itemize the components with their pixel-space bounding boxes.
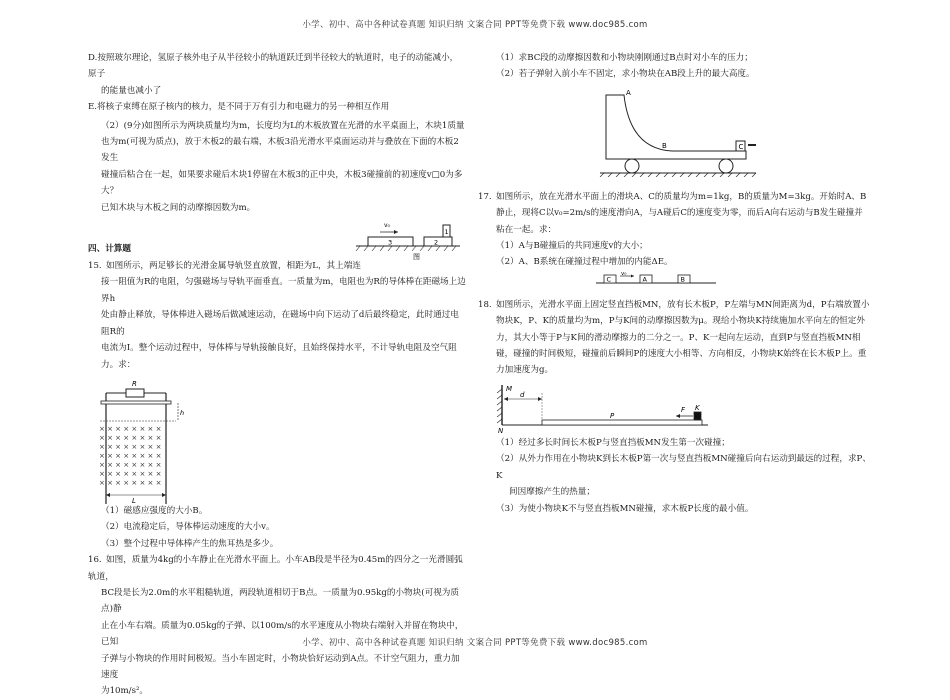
B-block-label: B xyxy=(680,275,685,284)
q18-line4: 碰，碰撞的时间极短，碰撞前后瞬间P的速度大小相等、方向相反，小物块K始终在长木板P上。重 xyxy=(496,349,867,360)
C-block-label: C xyxy=(606,275,612,284)
q17-text1: 如图所示，放在光滑水平面上的滑块A、C的质量均为m=1kg，B的质量为M=3kg。开始时A、B xyxy=(496,191,867,202)
svg-text:× × × × × × × ×: × × × × × × × × xyxy=(99,433,162,442)
L-label: L xyxy=(132,496,136,505)
figure-boards xyxy=(88,216,466,260)
option-d-line2: 的能量也减小了 xyxy=(101,85,162,96)
q18-sub2: （2）从外力作用在小物块K到长木板P第一次与竖直挡板MN碰撞后向右运动到最远的过程，求P、K xyxy=(496,454,871,481)
option-e: E.将核子束缚在原子核内的核力，是不同于万有引力和电磁力的另一种相互作用 xyxy=(88,102,390,113)
F-label: F xyxy=(681,405,686,414)
q18-line5: 力加速度为g。 xyxy=(496,365,554,376)
board-3-label: 3 xyxy=(388,238,393,247)
cart-diagram xyxy=(496,83,874,177)
svg-text:× × × × × × × ×: × × × × × × × × xyxy=(99,442,162,451)
svg-text:× × × × × × × ×: × × × × × × × × xyxy=(99,478,162,487)
q17-sub2: （2）A、B系统在碰撞过程中增加的内能ΔE。 xyxy=(496,257,673,268)
q18-number: 18. xyxy=(478,299,492,310)
q15-line4: 电流为I。整个运动过程中，导体棒与导轨接触良好，且始终保持水平，不计导轨电阻及空气阻力。求： xyxy=(101,343,457,370)
svg-text:× × × × × × × ×: × × × × × × × × xyxy=(99,451,162,460)
P-label: P xyxy=(610,411,615,420)
svg-text:× × × × × × × ×: × × × × × × × × xyxy=(99,469,162,478)
q17-number: 17. xyxy=(478,191,492,202)
q18-sub1: （1）经过多长时间长木板P与竖直挡板MN发生第一次碰撞； xyxy=(496,437,730,448)
page-header: 小学、初中、高中各种试卷真题 知识归纳 文案合同 PPT等免费下载 www.doc985.com xyxy=(302,20,648,30)
q15-sub1: （1）磁感应强度的大小B。 xyxy=(101,505,208,516)
d-label: d xyxy=(520,390,525,399)
q2-line2: 也为m(可视为质点)，放于木板2的最右端，木板3沿光滑水平桌面运动并与叠放在下面的木板2发生 xyxy=(101,137,459,164)
figure-wall xyxy=(496,379,874,435)
blocks-diagram xyxy=(496,271,874,287)
q18-line2: 物块K，P、K的质量均为m，P与K间的动摩擦因数为μ。现给小物块K持续施加水平向左的恒定外 xyxy=(496,316,865,327)
q16-line2: BC段是长为2.0m的水平粗糙轨道，两段轨道相切于B点。一质量为0.95kg的小物块(可视为质点)静 xyxy=(101,587,459,615)
q16-number: 16. xyxy=(88,555,102,566)
q15-line1 xyxy=(88,258,466,274)
h-label: h xyxy=(180,408,185,417)
q17-line3: 粘在一起。求： xyxy=(496,224,557,235)
q16-line3: 止在小车右端。质量为0.05kg的子弹、以100m/s的水平速度从小物块右端射入并留在物块中，已知 xyxy=(101,620,464,648)
q17-line2: 静止，现将C以v₀=2m/s的速度滑向A，与A碰后C的速度变为零，而后A向右运动与B发生碰撞并 xyxy=(496,208,863,219)
A-label: A xyxy=(626,88,631,97)
q18-line1 xyxy=(478,297,874,313)
M-label: M xyxy=(506,384,513,393)
figure-label: 图 xyxy=(413,253,420,261)
q2-line4: 已知木块与木板之间的动摩擦因数为m。 xyxy=(101,202,256,213)
right-column xyxy=(478,50,874,517)
q15-text1: 如图所示，两足够长的光滑金属导轨竖直放置，相距为L，其上端连 xyxy=(106,261,361,272)
page-footer: 小学、初中、高中各种试卷真题 知识归纳 文案合同 PPT等免费下载 www.doc985.com xyxy=(302,638,648,648)
q15-sub3: （3）整个过程中导体棒产生的焦耳热是多少。 xyxy=(101,538,279,549)
boards-diagram xyxy=(88,216,466,260)
q18-line3: 力，其大小等于P与K间的滑动摩擦力的二分之一。P、K一起向左运动，直到P与竖直挡板MN相 xyxy=(496,332,861,343)
q15-line2: 接一阻值为R的电阻，匀强磁场与导轨平面垂直。一质量为m，电阻也为R的导体棒在距磁场上边界h xyxy=(101,277,466,304)
figure-cart xyxy=(496,83,874,177)
N-label: N xyxy=(498,426,504,435)
q16-line5: 为10m/s²。 xyxy=(101,686,149,697)
q2-line3: 碰撞后粘合在一起，如果要求碰后木块1停留在木板3的正中央，木板3碰撞前的初速度v□0为多大？ xyxy=(101,169,463,197)
figure-blocks xyxy=(496,271,874,287)
q16-sub2: （2）若子弹射入前小车不固定，求小物块在AB段上升的最大高度。 xyxy=(496,69,755,80)
q18-sub2-cont: 间因摩擦产生的热量； xyxy=(509,487,595,498)
q16-line4: 子弹与小物块的作用时间极短。当小车固定时，小物块恰好运动到A点。不计空气阻力，重力加速度 xyxy=(101,653,460,680)
left-column xyxy=(88,50,466,700)
board-2-label: 2 xyxy=(434,238,439,247)
q15-sub2: （2）电流稳定后，导体棒运动速度的大小v。 xyxy=(101,522,275,533)
q16-line1 xyxy=(88,552,466,585)
v0-label: v₀ xyxy=(384,222,390,230)
q17-line1 xyxy=(478,189,874,205)
C-label: C xyxy=(738,142,744,151)
A-block-label: A xyxy=(642,275,647,284)
svg-text:× × × × × × × ×: × × × × × × × × xyxy=(99,424,162,433)
q15-number: 15. xyxy=(88,261,102,272)
figure-rails xyxy=(88,373,466,503)
q2-line1: （2）(9分)如图所示为两块质量均为m，长度均为L的木板放置在光滑的水平桌面上，木块1质量 xyxy=(101,120,465,131)
v0-arrow-label: v₀ xyxy=(621,270,627,277)
q17-sub1: （1）A与B碰撞后的共同速度v的大小； xyxy=(496,241,648,252)
R-label: R xyxy=(132,379,137,388)
block-1-label: 1 xyxy=(444,228,449,237)
q15-line3: 处由静止释放，导体棒进入磁场后做减速运动，在磁场中向下运动了d后最终稳定，此时通过电阻R的 xyxy=(101,310,459,337)
option-d-line1: D.按照玻尔理论，氢原子核外电子从半径较小的轨道跃迁到半径较大的轨道时，电子的动能减小，原子 xyxy=(88,53,459,80)
q18-text1: 如图所示，光滑水平面上固定竖直挡板MN，放有长木板P，P左端与MN间距离为d，P右端放置小 xyxy=(496,299,870,310)
rails-diagram xyxy=(98,379,298,509)
q18-sub3: （3）为使小物块K不与竖直挡板MN碰撞，求木板P长度的最小值。 xyxy=(496,503,754,514)
q16-sub1: （1）求BC段的动摩擦因数和小物块刚刚通过B点时对小车的压力； xyxy=(496,53,753,63)
wall-diagram xyxy=(488,379,866,435)
section-heading: 四、计算题 xyxy=(88,244,131,255)
K-label: K xyxy=(695,403,700,412)
B-label: B xyxy=(662,141,667,150)
svg-text:× × × × × × × ×: × × × × × × × × xyxy=(99,460,162,469)
q16-text1: 如图，质量为4kg的小车静止在光滑水平面上。小车AB段是半径为0.45m的四分之一光滑圆弧轨道， xyxy=(88,555,463,582)
